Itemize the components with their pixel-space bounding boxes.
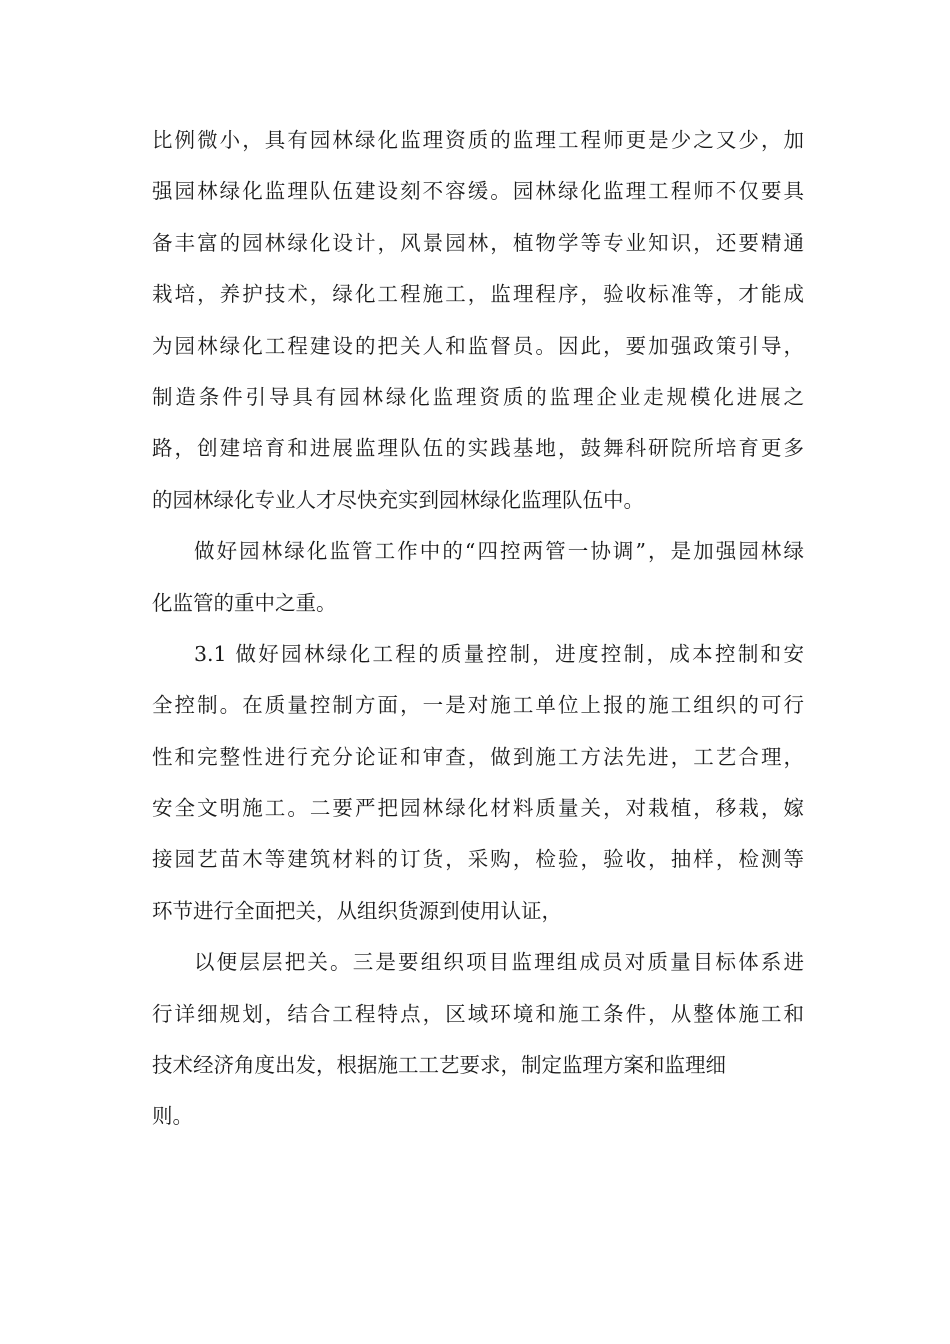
text-line: 做好园林绿化监管工作中的“四控两管一协调”，是加强园林绿 [194, 539, 804, 564]
text-line: 比例微小，具有园林绿化监理资质的监理工程师更是少之又少，加 [152, 128, 804, 152]
text-line: 以便层层把关。三是要组织项目监理组成员对质量目标体系进 [194, 950, 804, 975]
text-line: 路，创建培育和进展监理队伍的实践基地，鼓舞科研院所培育更多 [152, 436, 804, 461]
text-line: 技术经济角度出发，根据施工工艺要求，制定监理方案和监理细 [152, 1053, 726, 1078]
text-line: 环节进行全面把关，从组织货源到使用认证， [152, 898, 562, 923]
text-line: 接园艺苗木等建筑材料的订货，采购，检验，验收，抽样，检测等 [152, 847, 804, 872]
text-line: 安全文明施工。二要严把园林绿化材料质量关，对栽植，移栽，嫁 [152, 796, 804, 821]
text-line: 性和完整性进行充分论证和审查，做到施工方法先进，工艺合理， [152, 744, 804, 769]
body-text [152, 115, 804, 1143]
text-line: 的园林绿化专业人才尽快充实到园林绿化监理队伍中。 [152, 487, 644, 512]
text-line: 制造条件引导具有园林绿化监理资质的监理企业走规模化进展之 [152, 384, 804, 409]
text-line: 则。 [152, 1104, 193, 1129]
text-line: 为园林绿化工程建设的把关人和监督员。因此，要加强政策引导， [152, 333, 804, 358]
text-line: 备丰富的园林绿化设计，风景园林，植物学等专业知识，还要精通 [152, 230, 804, 255]
text-line: 3.1 做好园林绿化工程的质量控制，进度控制，成本控制和安 [194, 641, 804, 666]
text-line: 行详细规划，结合工程特点，区域环境和施工条件，从整体施工和 [152, 1001, 804, 1026]
text-line: 栽培，养护技术，绿化工程施工，监理程序，验收标准等，才能成 [152, 282, 804, 307]
text-line: 化监管的重中之重。 [152, 590, 337, 615]
text-line: 全控制。在质量控制方面，一是对施工单位上报的施工组织的可行 [152, 693, 804, 718]
text-line: 强园林绿化监理队伍建设刻不容缓。园林绿化监理工程师不仅要具 [152, 179, 804, 204]
